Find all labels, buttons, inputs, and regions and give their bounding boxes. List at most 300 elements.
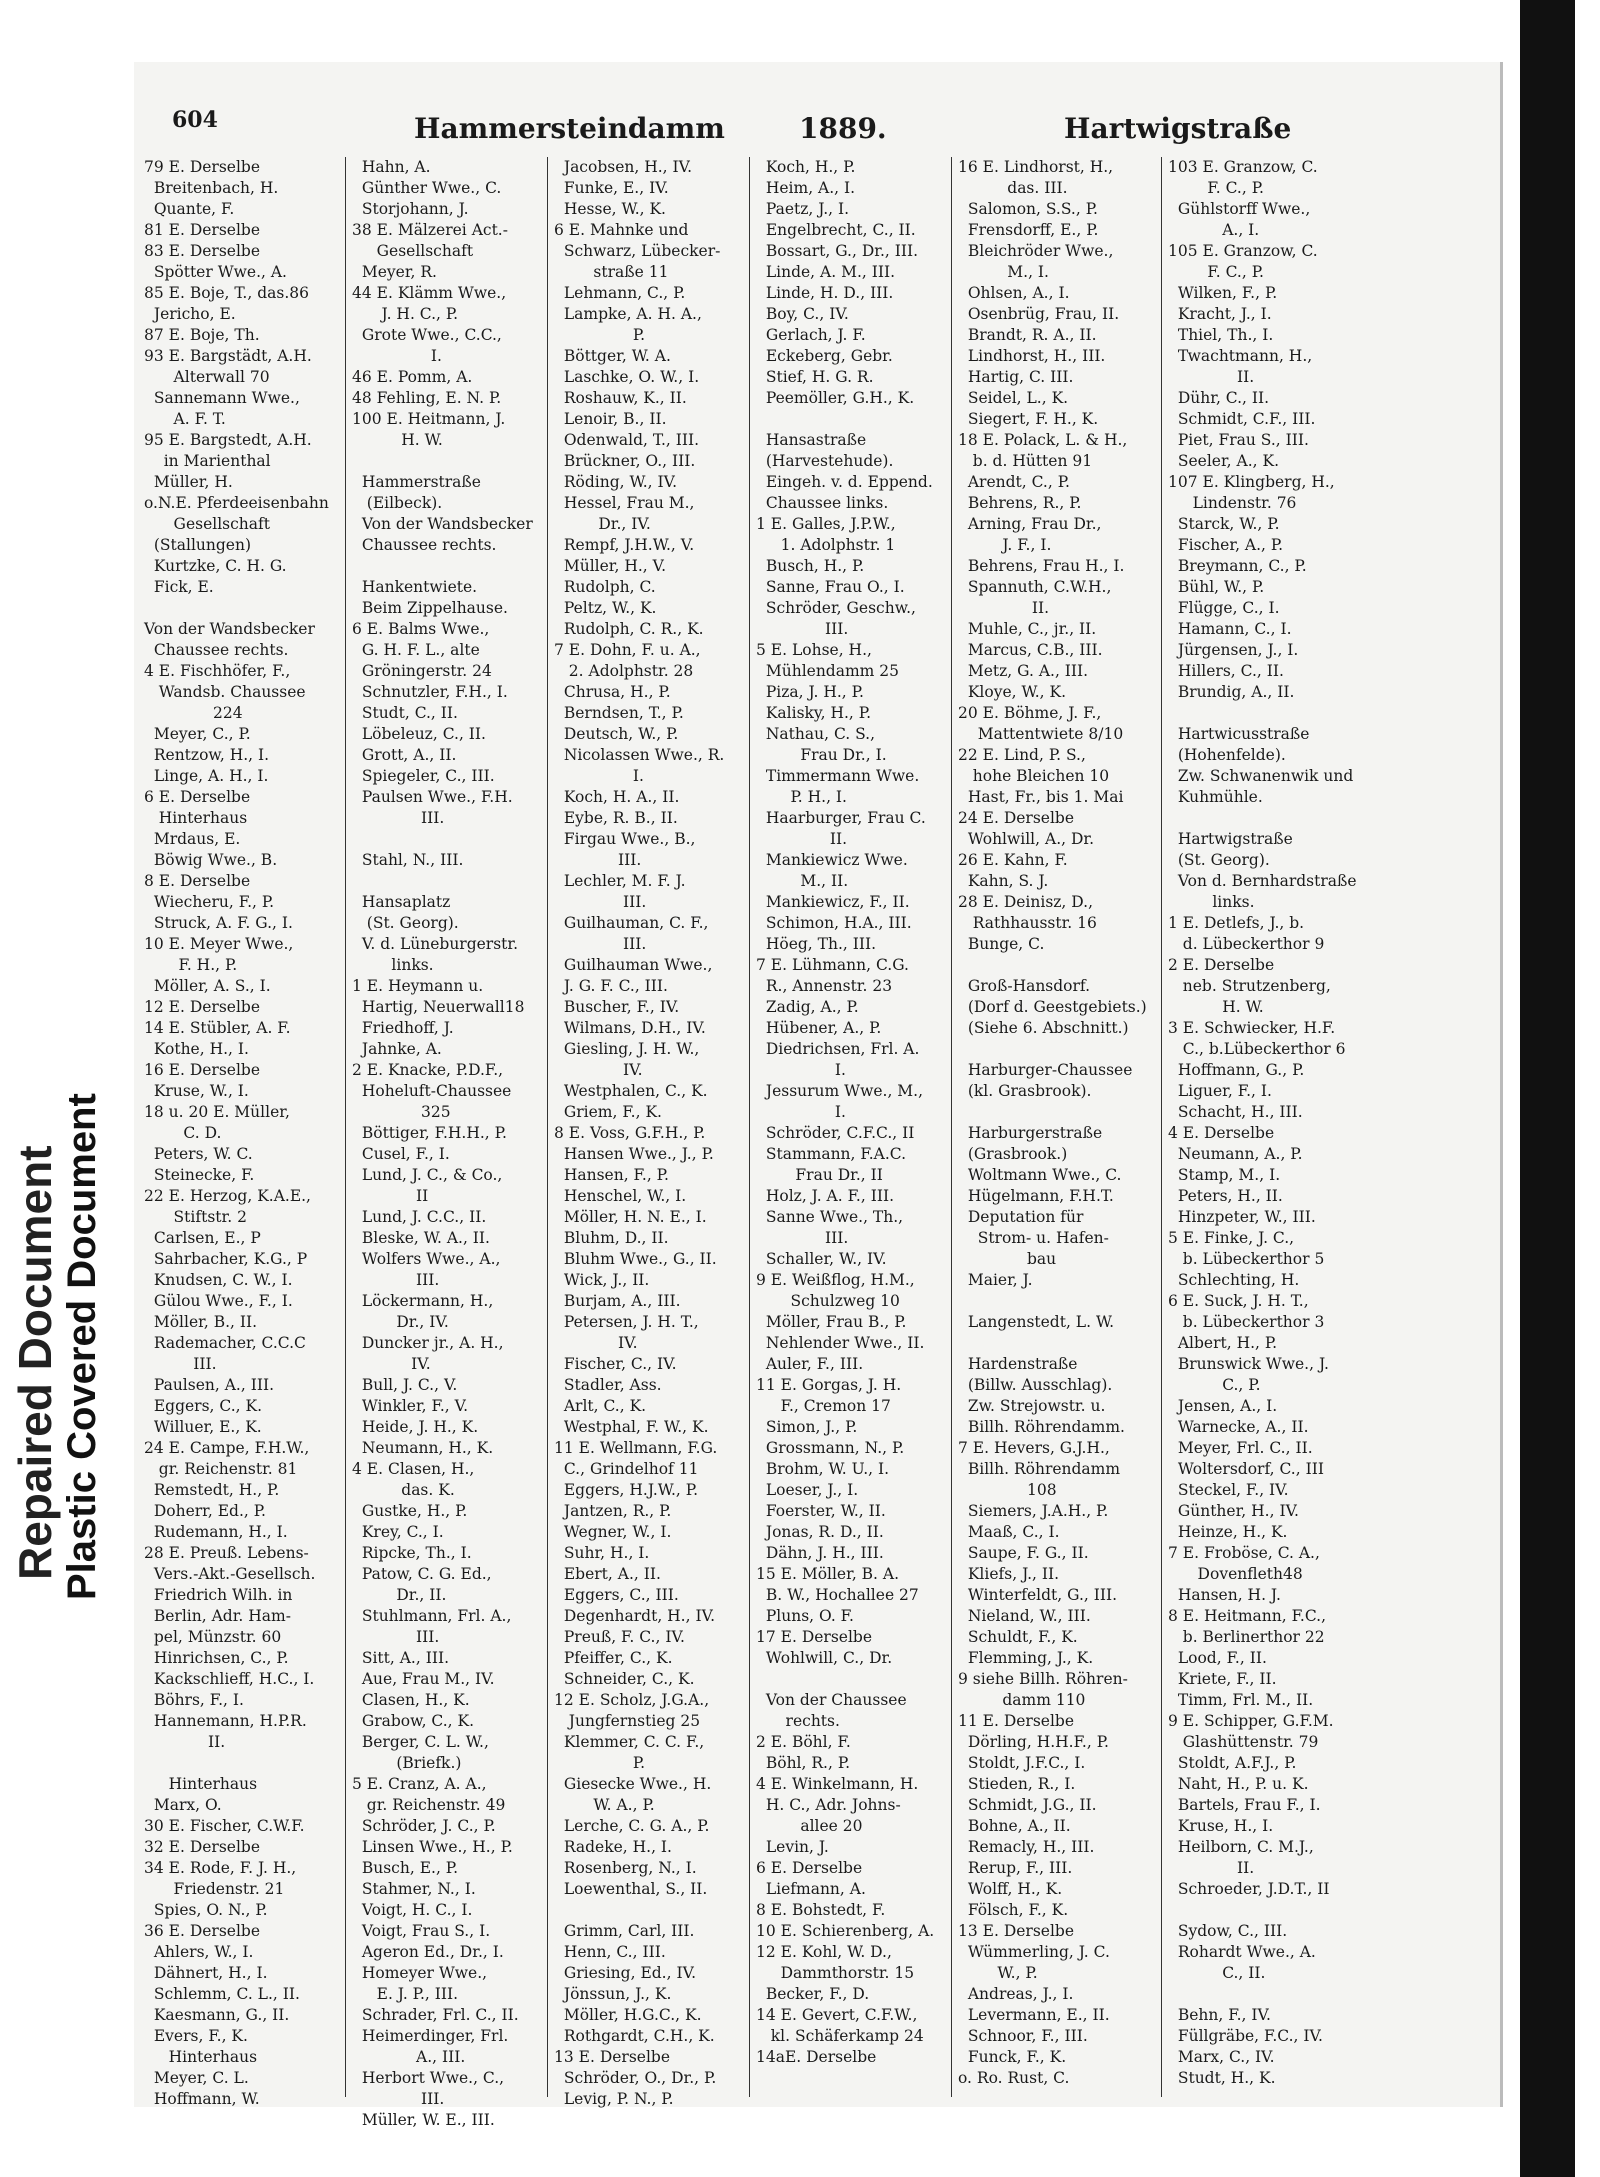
directory-entry: Guilhauman Wwe., <box>554 956 713 974</box>
directory-entry: Billh. Röhrendamm <box>958 1460 1121 1478</box>
directory-entry: 1 E. Heymann u. <box>352 977 484 995</box>
directory-entry: Schneider, C., K. <box>554 1670 695 1688</box>
directory-entry: Dähn, J. H., III. <box>756 1544 884 1562</box>
directory-entry: 28 E. Deinisz, D., <box>958 893 1094 911</box>
directory-entry: Schlemm, C. L., II. <box>144 1985 300 2003</box>
directory-entry: Petersen, J. H. T., <box>554 1313 699 1331</box>
directory-entry: Gesellschaft <box>144 515 270 533</box>
directory-entry: 13 E. Derselbe <box>958 1922 1075 1940</box>
directory-entry: Andreas, J., I. <box>958 1985 1074 2003</box>
side-label-strip <box>0 0 104 2177</box>
directory-entry: Heim, A., I. <box>756 179 856 197</box>
directory-entry: Kruse, W., I. <box>144 1082 249 1100</box>
directory-entry: Grimm, Carl, III. <box>554 1922 695 1940</box>
directory-entry: damm 110 <box>958 1691 1086 1709</box>
directory-entry: Spötter Wwe., A. <box>144 263 287 281</box>
directory-entry: 11 E. Wellmann, F.G. <box>554 1439 718 1457</box>
directory-entry: Hansen Wwe., J., P. <box>554 1145 714 1163</box>
directory-entry: Hartig, C. III. <box>958 368 1074 386</box>
directory-entry: Stieden, R., I. <box>958 1775 1076 1793</box>
directory-entry: H. W. <box>1168 998 1264 1016</box>
directory-entry: Harburgerstraße <box>958 1124 1103 1142</box>
directory-entry: Böttiger, F.H.H., P. <box>352 1124 507 1142</box>
directory-entry: Breitenbach, H. <box>144 179 279 197</box>
directory-entry: Schröder, J. C., P. <box>352 1817 496 1835</box>
directory-entry: Möller, A. S., I. <box>144 977 271 995</box>
directory-entry: A., III. <box>352 2048 466 2066</box>
directory-entry: A., I. <box>1168 221 1260 239</box>
directory-entry: Möller, Frau B., P. <box>756 1313 907 1331</box>
directory-entry: 103 E. Granzow, C. <box>1168 158 1318 176</box>
directory-entry: Böhl, R., P. <box>756 1754 851 1772</box>
directory-entry: Arning, Frau Dr., <box>958 515 1102 533</box>
directory-entry: C., b.Lübeckerthor 6 <box>1168 1040 1346 1058</box>
directory-entry: neb. Strutzenberg, <box>1168 977 1331 995</box>
directory-entry: Stahl, N., III. <box>352 851 464 869</box>
directory-entry: Gerlach, J. F. <box>756 326 866 344</box>
directory-entry: M., II. <box>756 872 849 890</box>
directory-entry: Bunge, C. <box>958 935 1045 953</box>
directory-entry: 36 E. Derselbe <box>144 1922 261 1940</box>
directory-entry: Deutsch, W., P. <box>554 725 679 743</box>
directory-entry: Stammann, F.A.C. <box>756 1145 907 1163</box>
directory-entry: Westphal, F. W., K. <box>554 1418 709 1436</box>
year-heading: 1889. <box>799 112 887 145</box>
directory-entry: Twachtmann, H., <box>1168 347 1313 365</box>
directory-entry: V. d. Lüneburgerstr. <box>352 935 519 953</box>
directory-entry: Linsen Wwe., H., P. <box>352 1838 513 1856</box>
directory-entry: Busch, H., P. <box>756 557 865 575</box>
directory-entry: Guilhauman, C. F., <box>554 914 709 932</box>
directory-entry: III. <box>554 893 647 911</box>
directory-entry: Jahnke, A. <box>352 1040 442 1058</box>
directory-entry: Breymann, C., P. <box>1168 557 1307 575</box>
directory-entry: hohe Bleichen 10 <box>958 767 1110 785</box>
directory-entry: Lenoir, B., II. <box>554 410 667 428</box>
directory-entry: Mrdaus, E. <box>144 830 241 848</box>
directory-entry: Rothgardt, C.H., K. <box>554 2027 715 2045</box>
directory-entry: H. W. <box>352 431 443 449</box>
directory-entry: 8 E. Bohstedt, F. <box>756 1901 886 1919</box>
directory-entry: Ohlsen, A., I. <box>958 284 1070 302</box>
directory-entry: Hoffmann, W. <box>144 2090 260 2108</box>
directory-entry: III. <box>756 1229 849 1247</box>
directory-entry: b. Berlinerthor 22 <box>1168 1628 1325 1646</box>
directory-entry: Marx, C., IV. <box>1168 2048 1275 2066</box>
directory-entry: Henn, C., III. <box>554 1943 666 1961</box>
directory-entry: Frensdorff, E., P. <box>958 221 1099 239</box>
directory-entry: Wandsb. Chaussee <box>144 683 306 701</box>
directory-entry: 6 E. Mahnke und <box>554 221 689 239</box>
directory-entry: Sahrbacher, K.G., P <box>144 1250 308 1268</box>
directory-entry: links. <box>352 956 434 974</box>
directory-entry: Carlsen, E., P <box>144 1229 261 1247</box>
directory-entry: (Eilbeck). <box>352 494 443 512</box>
directory-entry: straße 11 <box>554 263 669 281</box>
directory-entry: Siemers, J.A.H., P. <box>958 1502 1109 1520</box>
directory-entry: Odenwald, T., III. <box>554 431 700 449</box>
directory-entry <box>144 598 340 619</box>
directory-entry: C. D. <box>144 1124 222 1142</box>
directory-entry: Nehlender Wwe., II. <box>756 1334 925 1352</box>
directory-entry: 16 E. Derselbe <box>144 1061 261 1079</box>
directory-entry: Evers, F., K. <box>144 2027 248 2045</box>
directory-entry: Dr., IV. <box>554 515 651 533</box>
directory-entry: Dörling, H.H.F., P. <box>958 1733 1109 1751</box>
directory-entry: Brundig, A., II. <box>1168 683 1295 701</box>
directory-entry: 85 E. Boje, T., das.86 <box>144 284 309 302</box>
directory-entry: Löbeleuz, C., II. <box>352 725 486 743</box>
directory-entry: Rempf, J.H.W., V. <box>554 536 695 554</box>
directory-entry: Hardenstraße <box>958 1355 1078 1373</box>
directory-entry: Funke, E., IV. <box>554 179 669 197</box>
directory-entry: 224 <box>144 704 243 722</box>
directory-entry: B. W., Hochallee 27 <box>756 1586 919 1604</box>
directory-entry: Cusel, F., I. <box>352 1145 450 1163</box>
directory-entry: Böttger, W. A. <box>554 347 671 365</box>
directory-entry: 32 E. Derselbe <box>144 1838 261 1856</box>
directory-entry: Doherr, Ed., P. <box>144 1502 266 1520</box>
directory-entry: G. H. F. L., alte <box>352 641 480 659</box>
directory-entry: 5 E. Lohse, H., <box>756 641 872 659</box>
directory-entry: Lechler, M. F. J. <box>554 872 686 890</box>
directory-entry: Boy, C., IV. <box>756 305 849 323</box>
directory-entry: III. <box>352 1628 440 1646</box>
directory-entry <box>756 1669 946 1690</box>
directory-entry: Kaesmann, G., II. <box>144 2006 290 2024</box>
directory-entry: Höeg, Th., III. <box>756 935 877 953</box>
directory-entry <box>1168 703 1368 724</box>
directory-entry: Von der Wandsbecker <box>144 620 315 638</box>
directory-entry: Heide, J. H., K. <box>352 1418 479 1436</box>
directory-entry: 22 E. Lind, P. S., <box>958 746 1086 764</box>
directory-entry: IV. <box>352 1355 431 1373</box>
directory-entry: Neumann, A., P. <box>1168 1145 1303 1163</box>
directory-entry: Zadig, A., P. <box>756 998 859 1016</box>
directory-entry: (Dorf d. Geestgebiets.) <box>958 998 1147 1016</box>
directory-entry: Rademacher, C.C.C <box>144 1334 306 1352</box>
directory-entry: kl. Schäferkamp 24 <box>756 2027 924 2045</box>
directory-entry: Schröder, C.F.C., II <box>756 1124 915 1142</box>
directory-entry: Paulsen Wwe., F.H. <box>352 788 513 806</box>
directory-entry: Hinrichsen, C., P. <box>144 1649 289 1667</box>
directory-entry: Berlin, Adr. Ham- <box>144 1607 291 1625</box>
column-6 <box>1168 157 1368 2097</box>
directory-entry: 7 E. Dohn, F. u. A., <box>554 641 701 659</box>
directory-entry: Clasen, H., K. <box>352 1691 470 1709</box>
directory-entry: J. F., I. <box>958 536 1052 554</box>
directory-entry: Jürgensen, J., I. <box>1168 641 1299 659</box>
directory-entry: Kahn, S. J. <box>958 872 1049 890</box>
directory-entry: 12 E. Scholz, J.G.A., <box>554 1691 710 1709</box>
directory-entry: Hinzpeter, W., III. <box>1168 1208 1316 1226</box>
directory-entry: 18 E. Polack, L. & H., <box>958 431 1128 449</box>
directory-entry: Grott, A., II. <box>352 746 457 764</box>
directory-entry: Hesse, W., K. <box>554 200 666 218</box>
directory-entry: Marcus, C.B., III. <box>958 641 1103 659</box>
directory-entry: 22 E. Herzog, K.A.E., <box>144 1187 311 1205</box>
directory-entry: 8 E. Derselbe <box>144 872 251 890</box>
directory-entry: Meyer, C., P. <box>144 725 251 743</box>
directory-entry: Henschel, W., I. <box>554 1187 687 1205</box>
directory-entry: Eingeh. v. d. Eppend. <box>756 473 933 491</box>
directory-entry: Jungfernstieg 25 <box>554 1712 701 1730</box>
directory-entry: Nicolassen Wwe., R. <box>554 746 725 764</box>
directory-entry: Stoldt, J.F.C., I. <box>958 1754 1086 1772</box>
directory-entry: 8 E. Heitmann, F.C., <box>1168 1607 1327 1625</box>
directory-entry: Hoheluft-Chaussee <box>352 1082 512 1100</box>
directory-entry: IV. <box>554 1061 643 1079</box>
directory-entry: Seidel, L., K. <box>958 389 1069 407</box>
directory-entry: 11 E. Gorgas, J. H. <box>756 1376 902 1394</box>
directory-entry: Chaussee rechts. <box>352 536 497 554</box>
directory-entry: 1 E. Galles, J.P.W., <box>756 515 896 533</box>
directory-entry: Von der Chaussee <box>756 1691 907 1709</box>
directory-entry <box>958 1102 1156 1123</box>
directory-entry: o. Ro. Rust, C. <box>958 2069 1070 2087</box>
directory-entry: Steinecke, F. <box>144 1166 255 1184</box>
directory-entry: J. G. F. C., III. <box>554 977 668 995</box>
directory-entry: II <box>352 1187 429 1205</box>
column-5 <box>958 157 1156 2097</box>
scan-edge-bar <box>1520 0 1575 2177</box>
directory-entry: Brandt, R. A., II. <box>958 326 1097 344</box>
directory-entry: 2 E. Böhl, F. <box>756 1733 851 1751</box>
directory-entry: 100 E. Heitmann, J. <box>352 410 506 428</box>
directory-entry: 10 E. Schierenberg, A. <box>756 1922 935 1940</box>
directory-entry: 93 E. Bargstädt, A.H. <box>144 347 312 365</box>
directory-entry: II. <box>144 1733 226 1751</box>
directory-entry: Levin, J. <box>756 1838 829 1856</box>
directory-entry: Hinterhaus <box>144 1775 258 1793</box>
directory-entry: Duncker jr., A. H., <box>352 1334 504 1352</box>
directory-entry: Brohm, W. U., I. <box>756 1460 890 1478</box>
directory-entry: Lund, J. C., & Co., <box>352 1166 503 1184</box>
directory-entry: Bohne, A., II. <box>958 1817 1071 1835</box>
directory-entry: Saupe, F. G., II. <box>958 1544 1089 1562</box>
directory-entry: Friedenstr. 21 <box>144 1880 285 1898</box>
directory-entry: 7 E. Froböse, C. A., <box>1168 1544 1320 1562</box>
directory-entry: Remstedt, H., P. <box>144 1481 280 1499</box>
directory-entry: allee 20 <box>756 1817 863 1835</box>
directory-entry: 325 <box>352 1103 451 1121</box>
directory-entry: Deputation für <box>958 1208 1084 1226</box>
directory-entry: 9 E. Weißflog, H.M., <box>756 1271 915 1289</box>
directory-entry <box>352 829 542 850</box>
directory-entry: Winkler, F., V. <box>352 1397 469 1415</box>
directory-entry: Heilborn, C. M.J., <box>1168 1838 1314 1856</box>
directory-entry: Chrusa, H., P. <box>554 683 671 701</box>
directory-entry: Schaller, W., IV. <box>756 1250 887 1268</box>
directory-entry: Jericho, E. <box>144 305 236 323</box>
directory-entry: Albert, H., P. <box>1168 1334 1278 1352</box>
directory-entry: Woltersdorf, C., III <box>1168 1460 1324 1478</box>
directory-entry: Möller, H.G.C., K. <box>554 2006 702 2024</box>
directory-entry: Linde, H. D., III. <box>756 284 894 302</box>
directory-entry: Engelbrecht, C., II. <box>756 221 916 239</box>
directory-entry: 81 E. Derselbe <box>144 221 261 239</box>
directory-entry: 46 E. Pomm, A. <box>352 368 473 386</box>
directory-entry: Muhle, C., jr., II. <box>958 620 1097 638</box>
directory-entry: Hansen, F., P. <box>554 1166 669 1184</box>
directory-entry: Kloye, W., K. <box>958 683 1067 701</box>
directory-entry: Fölsch, F., K. <box>958 1901 1069 1919</box>
directory-entry: Roshauw, K., II. <box>554 389 687 407</box>
directory-entry: Krey, C., I. <box>352 1523 444 1541</box>
directory-entry: 2 E. Derselbe <box>1168 956 1275 974</box>
directory-entry <box>352 871 542 892</box>
directory-entry: Spannuth, C.W.H., <box>958 578 1112 596</box>
directory-entry: pel, Münzstr. 60 <box>144 1628 282 1646</box>
directory-entry: Langenstedt, L. W. <box>958 1313 1115 1331</box>
directory-entry: Kriete, F., II. <box>1168 1670 1277 1688</box>
directory-entry: Grossmann, N., P. <box>756 1439 905 1457</box>
directory-entry: 28 E. Preuß. Lebens- <box>144 1544 309 1562</box>
directory-entry: Lindenstr. 76 <box>1168 494 1297 512</box>
directory-entry: Schwarz, Lübecker- <box>554 242 721 260</box>
directory-entry: Bartels, Frau F., I. <box>1168 1796 1321 1814</box>
directory-entry: Sanne, Frau O., I. <box>756 578 905 596</box>
directory-entry: Klemmer, C. C. F., <box>554 1733 705 1751</box>
directory-entry: 1 E. Detlefs, J., b. <box>1168 914 1305 932</box>
directory-entry <box>958 955 1156 976</box>
directory-entry: Löckermann, H., <box>352 1292 494 1310</box>
directory-entry: Dovenfleth48 <box>1168 1565 1303 1583</box>
page-number: 604 <box>172 107 218 133</box>
directory-entry: 6 E. Suck, J. H. T., <box>1168 1292 1309 1310</box>
directory-entry: Jonas, R. D., II. <box>756 1523 884 1541</box>
directory-entry: Müller, H. <box>144 473 233 491</box>
directory-entry: E. J. P., III. <box>352 1985 459 2003</box>
directory-entry: Rudolph, C. R., K. <box>554 620 704 638</box>
directory-entry: Kracht, J., I. <box>1168 305 1272 323</box>
directory-columns <box>134 157 1500 2129</box>
directory-entry: Stiftstr. 2 <box>144 1208 247 1226</box>
directory-entry: Paulsen, A., III. <box>144 1376 275 1394</box>
directory-entry: Hübener, A., P. <box>756 1019 882 1037</box>
directory-entry: Knudsen, C. W., I. <box>144 1271 293 1289</box>
directory-entry: Schimon, H.A., III. <box>756 914 912 932</box>
directory-entry: Jessurum Wwe., M., <box>756 1082 924 1100</box>
directory-entry: gr. Reichenstr. 49 <box>352 1796 506 1814</box>
directory-entry: Wohlwill, A., Dr. <box>958 830 1095 848</box>
directory-entry: III. <box>352 2090 445 2108</box>
directory-entry: Stief, H. G. R. <box>756 368 874 386</box>
directory-entry: Holz, J. A. F., III. <box>756 1187 895 1205</box>
directory-entry: Salomon, S.S., P. <box>958 200 1098 218</box>
directory-entry: das. III. <box>958 179 1068 197</box>
directory-entry: P. H., I. <box>756 788 847 806</box>
directory-entry: Linde, A. M., III. <box>756 263 896 281</box>
directory-entry: 14 E. Gevert, C.F.W., <box>756 2006 918 2024</box>
directory-entry: Kruse, H., I. <box>1168 1817 1274 1835</box>
directory-entry: 12 E. Kohl, W. D., <box>756 1943 892 1961</box>
directory-entry: Diedrichsen, Frl. A. <box>756 1040 920 1058</box>
directory-entry: Maier, J. <box>958 1271 1033 1289</box>
directory-entry: J. H. C., P. <box>352 305 459 323</box>
directory-entry: Paetz, J., I. <box>756 200 850 218</box>
directory-entry: Schröder, Geschw., <box>756 599 916 617</box>
directory-entry: 24 E. Derselbe <box>958 809 1075 827</box>
directory-entry: Eckeberg, Gebr. <box>756 347 893 365</box>
directory-entry: Hammerstraße <box>352 473 481 491</box>
directory-entry: Hansastraße <box>756 431 867 449</box>
right-running-title: Hartwigstraße <box>1064 112 1292 145</box>
directory-entry: 9 siehe Billh. Röhren- <box>958 1670 1128 1688</box>
directory-entry: Lerche, C. G. A., P. <box>554 1817 710 1835</box>
directory-entry: R., Annenstr. 23 <box>756 977 893 995</box>
directory-entry: Buscher, F., IV. <box>554 998 680 1016</box>
directory-entry: Gülou Wwe., F., I. <box>144 1292 293 1310</box>
directory-entry: 5 E. Cranz, A. A., <box>352 1775 487 1793</box>
directory-entry: Frau Dr., II <box>756 1166 883 1184</box>
directory-entry: Auler, F., III. <box>756 1355 864 1373</box>
directory-entry: Möller, H. N. E., I. <box>554 1208 707 1226</box>
directory-entry: Becker, F., D. <box>756 1985 870 2003</box>
directory-entry: Meyer, Frl. C., II. <box>1168 1439 1313 1457</box>
directory-entry: Rerup, F., III. <box>958 1859 1073 1877</box>
directory-entry: Pfeiffer, C., K. <box>554 1649 673 1667</box>
directory-entry <box>756 409 946 430</box>
directory-entry: Arlt, C., K. <box>554 1397 647 1415</box>
directory-entry: Alterwall 70 <box>144 368 270 386</box>
directory-entry: Lehmann, C., P. <box>554 284 686 302</box>
directory-entry: (Harvestehude). <box>756 452 894 470</box>
directory-entry: Wümmerling, J. C. <box>958 1943 1110 1961</box>
directory-entry: Rudolph, C. <box>554 578 656 596</box>
directory-entry: Sanne Wwe., Th., <box>756 1208 904 1226</box>
directory-entry: Haarburger, Frau C. <box>756 809 926 827</box>
directory-entry: Rosenberg, N., I. <box>554 1859 697 1877</box>
directory-entry <box>352 556 542 577</box>
directory-entry: (St. Georg). <box>1168 851 1270 869</box>
directory-entry: b. Lübeckerthor 3 <box>1168 1313 1325 1331</box>
directory-entry: Kliefs, J., II. <box>958 1565 1060 1583</box>
directory-entry: II. <box>958 599 1050 617</box>
directory-entry: Timmermann Wwe. <box>756 767 920 785</box>
left-running-title: Hammersteindamm <box>414 112 725 145</box>
directory-entry: Marx, O. <box>144 1796 222 1814</box>
directory-entry: Behrens, Frau H., I. <box>958 557 1125 575</box>
directory-entry: Behn, F., IV. <box>1168 2006 1271 2024</box>
directory-entry: Meyer, R. <box>352 263 437 281</box>
directory-entry: III. <box>352 809 445 827</box>
directory-entry: Fischer, A., P. <box>1168 536 1284 554</box>
directory-entry: F. H., P. <box>144 956 238 974</box>
right-edge-strip <box>1510 0 1600 2177</box>
directory-entry: Bleichröder Wwe., <box>958 242 1114 260</box>
directory-entry: M., I. <box>958 263 1049 281</box>
directory-entry: (Stallungen) <box>144 536 251 554</box>
directory-entry: Günther, H., IV. <box>1168 1502 1299 1520</box>
directory-entry: Zw. Strejowstr. u. <box>958 1397 1106 1415</box>
directory-entry: Neumann, H., K. <box>352 1439 494 1457</box>
directory-entry: Heimerdinger, Frl. <box>352 2027 509 2045</box>
directory-entry: Giesling, J. H. W., <box>554 1040 700 1058</box>
directory-entry: III. <box>756 620 849 638</box>
directory-entry: Harburger-Chaussee <box>958 1061 1133 1079</box>
directory-entry <box>144 1753 340 1774</box>
directory-entry: 15 E. Möller, B. A. <box>756 1565 900 1583</box>
directory-entry: Stahmer, N., I. <box>352 1880 476 1898</box>
directory-entry: 108 <box>958 1481 1057 1499</box>
directory-entry: Westphalen, C., K. <box>554 1082 708 1100</box>
directory-entry: Schuldt, F., K. <box>958 1628 1078 1646</box>
directory-entry: I. <box>554 767 644 785</box>
directory-entry: Wilmans, D.H., IV. <box>554 1019 706 1037</box>
directory-entry: Griem, F., K. <box>554 1103 662 1121</box>
directory-entry: Timm, Frl. M., II. <box>1168 1691 1314 1709</box>
